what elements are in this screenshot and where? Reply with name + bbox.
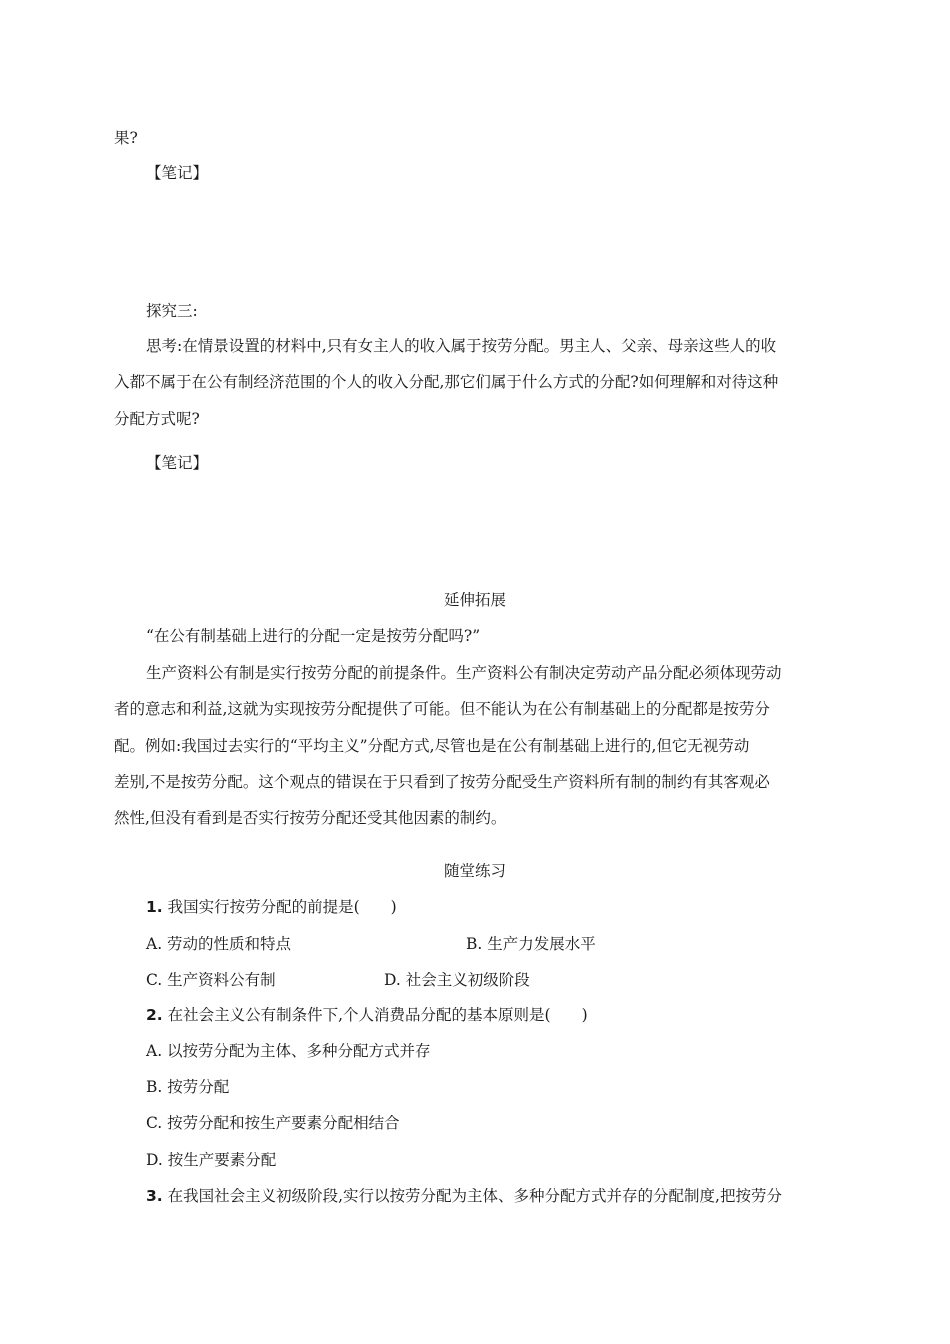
option-a: A. 以按劳分配为主体、多种分配方式并存 — [146, 1042, 431, 1060]
paragraph-line-3: 配。例如:我国过去实行的“平均主义”分配方式,尽管也是在公有制基础上进行的,但它无视劳动 — [114, 737, 750, 755]
question-2 — [146, 1005, 588, 1025]
question-number: 1. — [146, 898, 163, 916]
question-number: 3. — [146, 1187, 163, 1205]
inquiry-heading: 探究三: — [146, 302, 198, 320]
paragraph-line-2: 者的意志和利益,这就为实现按劳分配提供了可能。但不能认为在公有制基础上的分配都是按劳分 — [114, 700, 770, 718]
option-b: B. 按劳分配 — [146, 1078, 230, 1096]
section-title-extension: 延伸拓展 — [443, 591, 506, 609]
think-line-3: 分配方式呢? — [114, 410, 200, 428]
question-number: 2. — [146, 1006, 163, 1024]
question-text: 在我国社会主义初级阶段,实行以按劳分配为主体、多种分配方式并存的分配制度,把按劳分 — [167, 1187, 782, 1205]
option-c: C. 按劳分配和按生产要素分配相结合 — [146, 1114, 400, 1132]
extension-question: “在公有制基础上进行的分配一定是按劳分配吗?” — [146, 627, 481, 645]
paragraph-line-4: 差别,不是按劳分配。这个观点的错误在于只看到了按劳分配受生产资料所有制的制约有其客观必 — [114, 773, 770, 791]
note-label: 【笔记】 — [146, 454, 209, 472]
continuation-text: 果? — [114, 129, 138, 147]
option-b: B. 生产力发展水平 — [466, 935, 596, 953]
option-d: D. 按生产要素分配 — [146, 1151, 277, 1169]
option-a: A. 劳动的性质和特点 — [146, 935, 292, 953]
paragraph-line-5: 然性,但没有看到是否实行按劳分配还受其他因素的制约。 — [114, 809, 507, 827]
section-title-practice: 随堂练习 — [443, 862, 506, 880]
option-c: C. 生产资料公有制 — [146, 971, 276, 989]
question-text: 我国实行按劳分配的前提是( ) — [167, 898, 397, 916]
think-line-2: 入都不属于在公有制经济范围的个人的收入分配,那它们属于什么方式的分配?如何理解和对待这种 — [114, 373, 779, 391]
note-label: 【笔记】 — [146, 164, 209, 182]
question-3 — [146, 1186, 782, 1206]
option-d: D. 社会主义初级阶段 — [384, 971, 530, 989]
question-1 — [146, 897, 397, 917]
question-text: 在社会主义公有制条件下,个人消费品分配的基本原则是( ) — [167, 1006, 588, 1024]
paragraph-line-1: 生产资料公有制是实行按劳分配的前提条件。生产资料公有制决定劳动产品分配必须体现劳动 — [146, 664, 782, 682]
think-line-1: 思考:在情景设置的材料中,只有女主人的收入属于按劳分配。男主人、父亲、母亲这些人的收 — [146, 337, 777, 355]
